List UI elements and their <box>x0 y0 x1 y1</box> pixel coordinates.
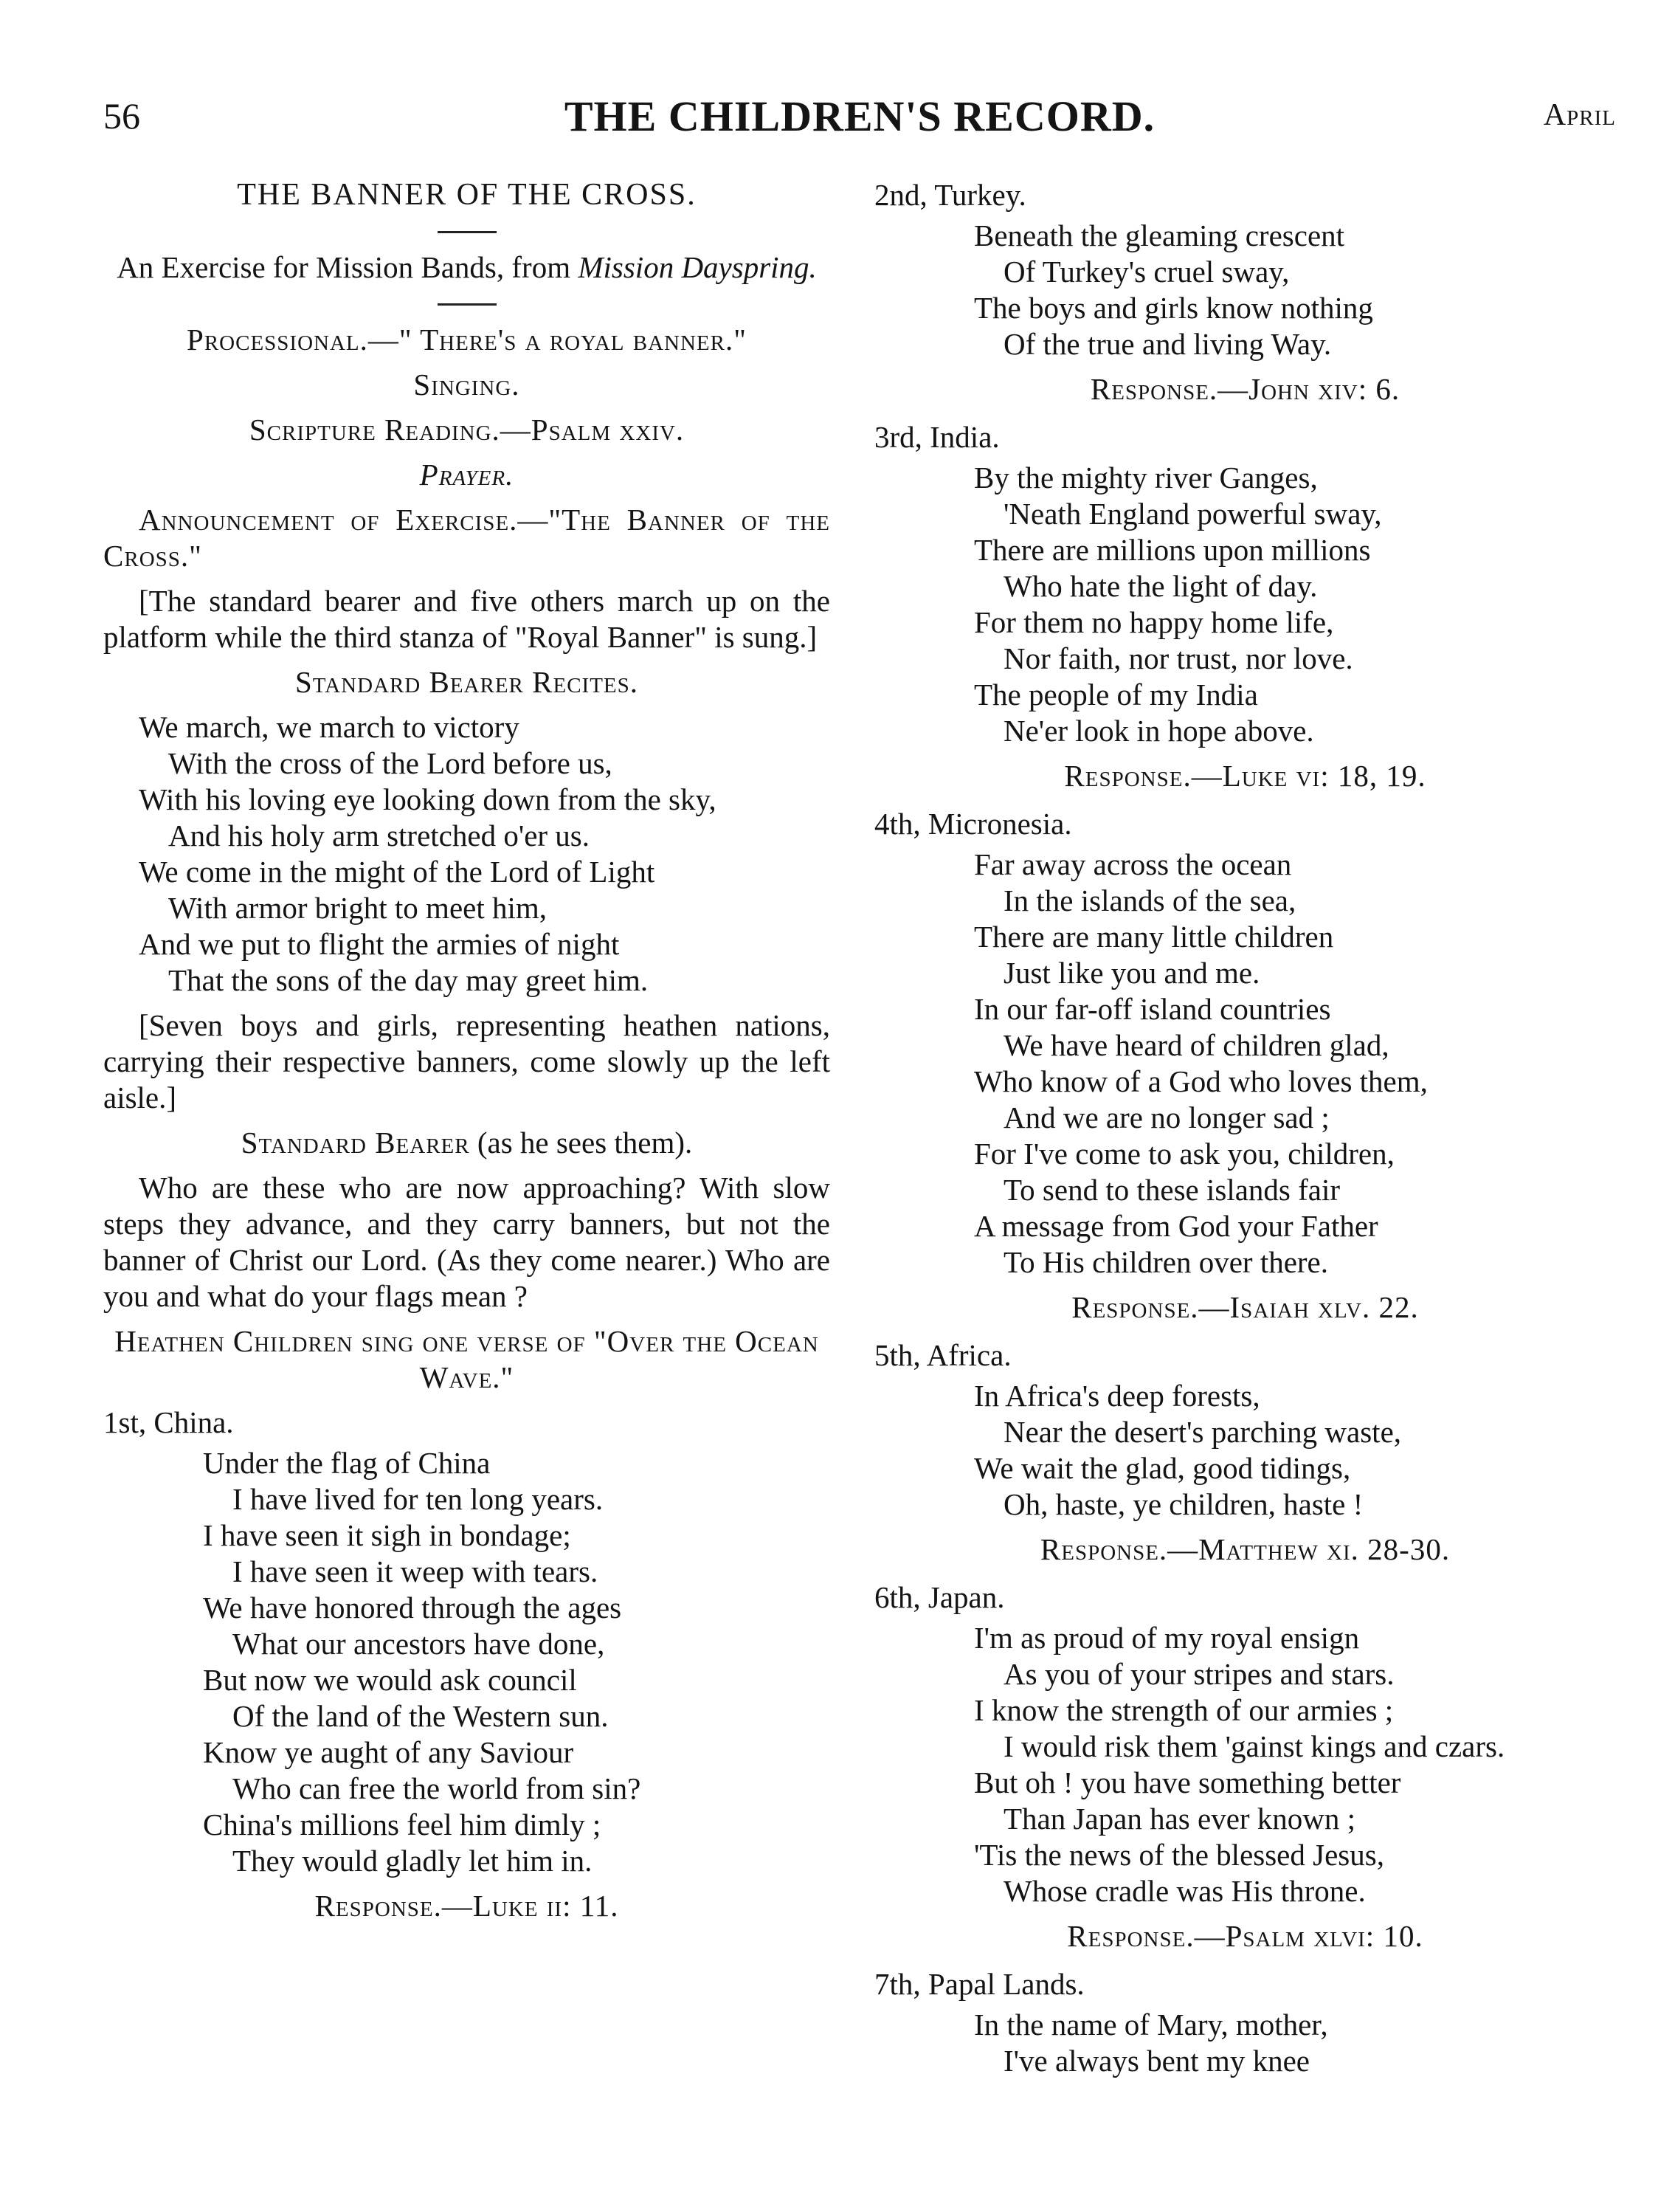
verse-line: But now we would ask council <box>203 1663 577 1697</box>
verse-line: In Africa's deep forests, <box>974 1379 1260 1413</box>
title-rule <box>438 231 497 233</box>
verse-line: As you of your stripes and stars. <box>1004 1657 1395 1691</box>
running-header <box>103 94 1616 146</box>
turkey-verse <box>974 218 1616 362</box>
verse-line: There are many little children <box>974 920 1334 954</box>
standard-bearer-aside: (as he sees them). <box>477 1126 693 1160</box>
verse-line: In the islands of the sea, <box>1004 883 1296 917</box>
verse-line: We come in the might of the Lord of Light <box>139 855 655 889</box>
nation-label-india: 3rd, India. <box>874 420 1000 454</box>
verse-line: I have seen it weep with tears. <box>232 1554 598 1588</box>
verse-line: Beneath the gleaming crescent <box>974 218 1345 252</box>
india-verse <box>974 460 1616 749</box>
response-japan: Response.—Psalm xlvi: 10. <box>1067 1919 1423 1953</box>
singing-heading: Singing. <box>413 368 520 402</box>
subtitle-prefix: An Exercise for Mission Bands, from <box>117 250 571 284</box>
page-number: 56 <box>103 95 140 137</box>
stage-direction-1: [The standard bearer and five others march up on the platform while the third stanza of "Royal Banner" is sung.] <box>103 584 830 654</box>
verse-line: Know ye aught of any Saviour <box>203 1735 574 1769</box>
verse-line: We have heard of children glad, <box>1004 1028 1389 1062</box>
verse-line: A message from God your Father <box>974 1209 1378 1243</box>
verse-line: With the cross of the Lord before us, <box>168 746 612 780</box>
verse-line: We march, we march to victory <box>139 710 519 744</box>
japan-verse <box>974 1620 1616 1909</box>
verse-line: We wait the glad, good tidings, <box>974 1451 1351 1485</box>
journal-title: THE CHILDREN'S RECORD. <box>564 92 1156 140</box>
nation-label-japan: 6th, Japan. <box>874 1580 1005 1614</box>
response-micronesia: Response.—Isaiah xlv. 22. <box>1071 1290 1419 1324</box>
nation-label-papal-lands: 7th, Papal Lands. <box>874 1967 1085 2001</box>
nation-label-africa: 5th, Africa. <box>874 1338 1012 1372</box>
scripture-reading: Scripture Reading.—Psalm xxiv. <box>249 413 685 447</box>
verse-line: I'm as proud of my royal ensign <box>974 1621 1360 1655</box>
verse-line: Oh, haste, ye children, haste ! <box>1004 1487 1364 1521</box>
verse-line: Of the land of the Western sun. <box>232 1699 609 1733</box>
verse-line: And we are no longer sad ; <box>1004 1100 1330 1134</box>
verse-line: The boys and girls know nothing <box>974 291 1373 325</box>
stage-direction-2: [Seven boys and girls, representing heathen nations, carrying their respective banners, come slowly up the left aisle.] <box>103 1008 830 1114</box>
verse-line: What our ancestors have done, <box>232 1627 605 1661</box>
verse-line: Who can free the world from sin? <box>232 1771 641 1805</box>
verse-line: Just like you and me. <box>1004 956 1260 990</box>
announcement: Announcement of Exercise.—"The Banner of the Cross." <box>103 503 830 573</box>
article-subtitle <box>103 249 830 286</box>
prayer-heading: Prayer. <box>419 458 514 492</box>
verse-line: Ne'er look in hope above. <box>1004 714 1314 748</box>
verse-line: Nor faith, nor trust, nor love. <box>1004 641 1353 675</box>
response-china: Response.—Luke ii: 11. <box>314 1889 619 1923</box>
verse-line: China's millions feel him dimly ; <box>203 1808 601 1841</box>
verse-line: For I've come to ask you, children, <box>974 1137 1395 1171</box>
africa-verse <box>974 1378 1616 1523</box>
verse-line: Of Turkey's cruel sway, <box>1004 255 1290 289</box>
verse-line: Who know of a God who loves them, <box>974 1064 1428 1098</box>
issue-month: April <box>1543 98 1616 132</box>
article-title: THE BANNER OF THE CROSS. <box>237 178 697 212</box>
left-column <box>103 177 830 1936</box>
verse-line: But oh ! you have something better <box>974 1765 1401 1799</box>
standard-bearer-speech: Who are these who are now approaching? With slow steps they advance, and they carry banners, but not the banner of Christ our Lord. (As they come nearer.) Who are you and what do your flags mean ? <box>103 1171 830 1313</box>
verse-line: To send to these islands fair <box>1004 1173 1341 1207</box>
response-africa: Response.—Matthew xi. 28-30. <box>1040 1532 1451 1566</box>
verse-line: I have seen it sigh in bondage; <box>203 1518 571 1552</box>
nation-label-china: 1st, China. <box>103 1405 234 1439</box>
nation-label-micronesia: 4th, Micronesia. <box>874 807 1072 841</box>
verse-line: We have honored through the ages <box>203 1591 622 1624</box>
verse-line: In the name of Mary, mother, <box>974 2008 1328 2042</box>
verse-line: I've always bent my knee <box>1004 2044 1310 2078</box>
heathen-children-heading: Heathen Children sing one verse of "Over the Ocean Wave." <box>114 1324 819 1394</box>
verse-line: In our far-off island countries <box>974 992 1331 1026</box>
verse-line: To His children over there. <box>1004 1245 1329 1279</box>
micronesia-verse <box>974 847 1616 1281</box>
verse-line: Whose cradle was His throne. <box>1004 1874 1366 1908</box>
processional: Processional.—" There's a royal banner." <box>187 323 747 356</box>
verse-line: Of the true and living Way. <box>1004 327 1332 361</box>
standard-bearer-recites-heading: Standard Bearer Recites. <box>294 665 639 699</box>
right-column <box>874 177 1616 2088</box>
verse-line: The people of my India <box>974 678 1258 712</box>
verse-line: With his loving eye looking down from the sky, <box>139 782 716 816</box>
papal-lands-verse <box>974 2007 1616 2079</box>
verse-line: Far away across the ocean <box>974 847 1292 881</box>
verse-line: Near the desert's parching waste, <box>1004 1415 1402 1449</box>
verse-line: I would risk them 'gainst kings and czars. <box>1004 1729 1505 1763</box>
verse-line: Under the flag of China <box>203 1446 491 1480</box>
verse-line: There are millions upon millions <box>974 533 1371 567</box>
verse-line: I have lived for ten long years. <box>232 1482 604 1516</box>
subtitle-source: Mission Dayspring. <box>578 250 817 284</box>
verse-line: And we put to flight the armies of night <box>139 927 620 961</box>
verse-line: For them no happy home life, <box>974 605 1334 639</box>
verse-line: They would gladly let him in. <box>232 1844 593 1878</box>
verse-line: 'Tis the news of the blessed Jesus, <box>974 1838 1384 1872</box>
standard-bearer-verse <box>139 709 830 999</box>
response-turkey: Response.—John xiv: 6. <box>1090 372 1400 406</box>
nation-label-turkey: 2nd, Turkey. <box>874 178 1026 212</box>
verse-line: Than Japan has ever known ; <box>1004 1802 1356 1836</box>
standard-bearer-label: Standard Bearer <box>241 1126 470 1160</box>
subtitle-rule <box>438 303 497 306</box>
verse-line: By the mighty river Ganges, <box>974 461 1318 495</box>
china-verse <box>203 1445 830 1879</box>
standard-bearer-sees-heading <box>103 1125 830 1161</box>
verse-line: With armor bright to meet him, <box>168 891 548 925</box>
verse-line: That the sons of the day may greet him. <box>168 963 649 997</box>
verse-line: And his holy arm stretched o'er us. <box>168 819 590 852</box>
verse-line: Who hate the light of day. <box>1004 569 1318 603</box>
verse-line: I know the strength of our armies ; <box>974 1693 1394 1727</box>
verse-line: 'Neath England powerful sway, <box>1004 497 1382 531</box>
response-india: Response.—Luke vi: 18, 19. <box>1064 759 1426 793</box>
